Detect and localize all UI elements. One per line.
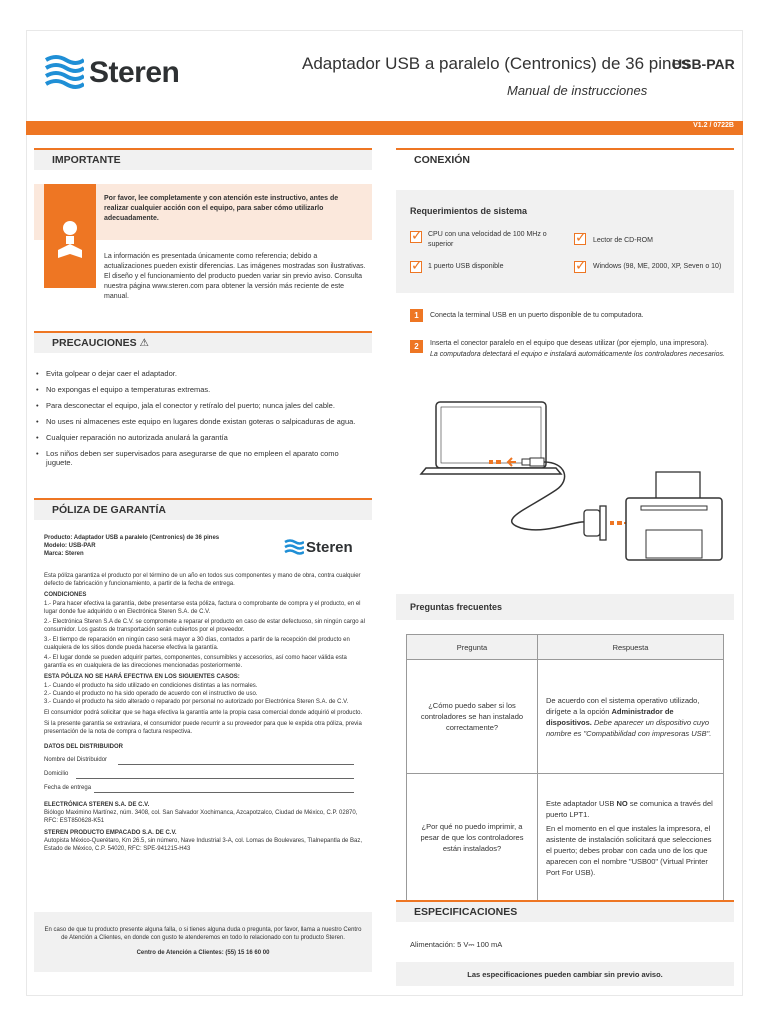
garantia-product: Producto: Adaptador USB a paralelo (Centronics) de 36 pines: [44, 535, 220, 541]
precauciones-title: PRECAUCIONES ⚠: [52, 337, 149, 349]
condition-item: 1.- Para hacer efectiva la garantía, debe presentarse esta póliza, factura o comprobante de compra y el producto, en el lugar donde fue adquirido o en Electrónica Steren S.A. de C.V.: [44, 601, 361, 616]
exclusion-item: 1.- Cuando el producto ha sido utilizado en condiciones distintas a las normales.: [44, 683, 258, 689]
specs-title: ESPECIFICACIONES: [414, 906, 518, 918]
step-2-number: 2: [410, 340, 423, 353]
answer-text: Este adaptador USB: [546, 798, 615, 808]
req-item: Windows (98, ME, 2000, XP, Seven o 10): [593, 263, 722, 270]
step-2-note: La computadora detectará el equipo e instalará automáticamente los controladores necesarios.: [430, 351, 725, 358]
importante-body: La información es presentada únicamente como referencia; debido a actualizaciones pueden existir diferencias. Las imágenes mostradas son ilustrativas. El diseño y el funcionamiento del producto pueden variar sin previo aviso. Consulta nuestra página www.steren.com para obtener la versión más reciente de este manual.: [104, 253, 366, 300]
importante-section: [34, 148, 372, 310]
faq-header-box: [396, 594, 734, 620]
answer-text: se comunica a través del puerto LPT1.: [546, 798, 713, 819]
list-item: • Cualquier reparación no autorizada anulará la garantía: [36, 433, 366, 449]
faq-answer: [538, 774, 724, 902]
requirements-heading: Requerimientos de sistema: [410, 206, 528, 216]
steren-waves-icon: [44, 52, 84, 92]
step-1-number: 1: [410, 309, 423, 322]
distributor-label: Nombre del Distribuidor: [44, 757, 108, 763]
condition-item: 2.- Electrónica Steren S.A de C.V. se compromete a reparar el producto en caso de estar defectuoso, sin ningún cargo al consumidor. Los gastos de transportación serán cubiertos por el proveedor.: [44, 619, 365, 634]
table-header-row: [407, 635, 724, 660]
answer-italic: Debe aparecer un dispositivo cuyo nombre es "Compatibilidad con impresoras USB".: [546, 717, 712, 738]
condition-item: 4.- El lugar donde se pueden adquirir partes, componentes, consumibles y accesorios, así como hacer válida esta garantía es en cualquiera de las direcciones mencionadas posteriormente.: [44, 655, 347, 670]
claim-text: El consumidor podrá solicitar que se haga efectiva la garantía ante la propia casa comercial donde adquirió el producto.: [44, 710, 363, 716]
check-icon: [410, 231, 422, 243]
connection-illustration: [396, 380, 734, 580]
contact-box: [34, 912, 372, 972]
importante-bold: Por favor, lee completamente y con atención este instructivo, antes de realizar cualquier acción con el equipo, para saber cómo utilizarlo adecuadamente.: [104, 195, 339, 222]
steren-logo: [44, 52, 194, 92]
faq-answer: [538, 660, 724, 774]
company1-name: ELECTRÓNICA STEREN S.A. DE C.V.: [44, 802, 150, 808]
conexion-header: [396, 148, 734, 170]
faq-table: [406, 634, 724, 902]
company1-address: Biólogo Maximino Martínez, núm. 3408, col. San Salvador Xochimanca, Azcapotzalco, Ciudad de México, C.P. 02870, RFC: EST850628-K51: [44, 810, 358, 825]
req-checkbox: [410, 230, 422, 248]
precauciones-header: [34, 331, 372, 353]
company2-name: STEREN PRODUCTO EMPACADO S.A. DE C.V.: [44, 830, 177, 836]
importante-title: IMPORTANTE: [52, 154, 121, 166]
address-field[interactable]: [76, 778, 354, 779]
condition-item: 3.- El tiempo de reparación en ningún caso será mayor a 30 días, contados a partir de la recepción del producto en cualquiera de los sitios donde pueda hacerse efectiva la garantía.: [44, 637, 350, 652]
precauciones-list: [36, 369, 366, 465]
document-title: Adaptador USB a paralelo (Centronics) de 36 pines: [302, 54, 690, 73]
col-answer: Respuesta: [538, 635, 724, 660]
req-checkbox: [574, 260, 586, 278]
faq-heading: Preguntas frecuentes: [410, 602, 503, 612]
contact-text: En caso de que tu producto presente alguna falla, o si tienes alguna duda o pregunta, por favor, llama a nuestro Centro de Atención a Clientes, en donde con gusto te atenderemos en todo lo relacionado con tu producto Steren.: [44, 927, 362, 942]
garantia-intro: Esta póliza garantiza el producto por el término de un año en todos sus componentes y mano de obra, contra cualquier defecto de fabricación y funcionamiento, a partir de la fecha de entrega.: [44, 573, 361, 588]
req-item: Lector de CD-ROM: [593, 237, 653, 244]
list-item: • No uses ni almacenes este equipo en lugares donde existan goteras o salpicaduras de agua.: [36, 417, 366, 433]
usb-plug-icon: [522, 458, 544, 466]
step-2-text: Inserta el conector paralelo en el equipo que deseas utilizar (por ejemplo, una impresora).: [430, 340, 709, 347]
precauciones-section: [34, 331, 372, 473]
conditions-heading: CONDICIONES: [44, 592, 87, 598]
garantia-model: Modelo: USB-PAR: [44, 543, 96, 549]
contact-phone: Centro de Atención a Clientes: (55) 15 16 60 00: [136, 950, 270, 956]
garantia-brand: Marca: Steren: [44, 551, 84, 557]
reading-person-icon: [44, 184, 96, 288]
list-item: • No expongas el equipo a temperaturas extremas.: [36, 385, 366, 401]
specs-notice: Las especificaciones pueden cambiar sin previo aviso.: [467, 970, 663, 979]
garantia-section: [34, 498, 372, 884]
check-icon: [574, 233, 586, 245]
garantia-title: PÓLIZA DE GARANTÍA: [52, 504, 166, 516]
model-number: USB-PAR: [672, 56, 735, 72]
distributor-heading: DATOS DEL DISTRIBUIDOR: [44, 744, 124, 750]
req-checkbox: [574, 232, 586, 250]
distributor-field[interactable]: [118, 764, 354, 765]
col-question: Pregunta: [407, 635, 538, 660]
table-row: [407, 774, 724, 902]
delivery-date-label: Fecha de entrega: [44, 785, 92, 791]
steren-waves-icon: [284, 538, 304, 558]
req-item: CPU con una velocidad de 100 MHz o superior: [428, 231, 547, 248]
reader-box: [44, 184, 96, 288]
step-1-text: Conecta la terminal USB en un puerto disponible de tu computadora.: [430, 312, 644, 319]
power-spec: Alimentación: 5 V⎓ 100 mA: [410, 940, 503, 949]
req-checkbox: [410, 260, 422, 278]
company2-address: Autopista México-Querétaro, Km 26.5, sin número, Nave Industrial 3-A, col. Lomas de Boulevares, Tlalnepantla de Baz, Estado de México, C.P. 54020, RFC: SPE-941215-H43: [44, 838, 363, 853]
table-row: [407, 660, 724, 774]
importante-header: [34, 148, 372, 170]
list-item: • Para desconectar el equipo, jala el conector y retíralo del puerto; nunca jales del cable.: [36, 401, 366, 417]
parallel-connector-icon: [584, 506, 606, 540]
check-icon: [410, 261, 422, 273]
faq-question: ¿Cómo puedo saber si los controladores se han instalado correctamente?: [407, 660, 538, 774]
specs-section: [396, 900, 734, 986]
conexion-section: [396, 148, 734, 293]
version-label: V1.2 / 0722B: [693, 122, 734, 129]
check-icon: [574, 261, 586, 273]
req-item: 1 puerto USB disponible: [428, 263, 504, 270]
claim-text: Si la presente garantía se extraviara, el consumidor puede recurrir a su proveedor para que le expida otra póliza, previa presentación de la nota de compra o factura respectiva.: [44, 721, 362, 736]
conexion-spacer: [396, 170, 734, 190]
address-label: Domicilio: [44, 771, 69, 777]
answer-bold: NO: [616, 798, 628, 808]
list-item: • Evita golpear o dejar caer el adaptador.: [36, 369, 366, 385]
document-subtitle: Manual de instrucciones: [507, 83, 648, 98]
answer-text: De acuerdo con el sistema operativo utilizado, dirígete a la opción: [546, 695, 700, 716]
garantia-logo-text: Steren: [306, 539, 353, 556]
delivery-date-field[interactable]: [94, 792, 354, 793]
specs-header: [396, 900, 734, 922]
answer-bold: Administrador de dispositivos.: [546, 706, 674, 727]
list-item: • Los niños deben ser supervisados para asegurarse de que no empleen el aparato como juguete.: [36, 449, 366, 465]
answer-text: En el momento en el que instales la impresora, el asistente de instalación solicitará que selecciones el puerto; debes probar con cada uno de los que aparecen con el nombre "USB00" (Virtual Printer Port For USB).: [546, 823, 712, 877]
garantia-logo: [284, 538, 364, 558]
garantia-header: [34, 498, 372, 520]
conexion-title: CONEXIÓN: [414, 154, 471, 166]
exclusion-item: 2.- Cuando el producto no ha sido operado de acuerdo con el instructivo de uso.: [44, 691, 258, 697]
printer-icon: [626, 472, 722, 560]
faq-question: ¿Por qué no puedo imprimir, a pesar de que los controladores están instalados?: [407, 774, 538, 902]
exclusions-heading: ESTA PÓLIZA NO SE HARÁ EFECTIVA EN LOS SIGUIENTES CASOS:: [44, 674, 240, 680]
exclusion-item: 3.- Cuando el producto ha sido alterado o reparado por personal no autorizado por Electrónica Steren S.A. de C.V.: [44, 699, 349, 705]
brand-name: Steren: [89, 56, 180, 89]
header-bar: [26, 121, 743, 135]
